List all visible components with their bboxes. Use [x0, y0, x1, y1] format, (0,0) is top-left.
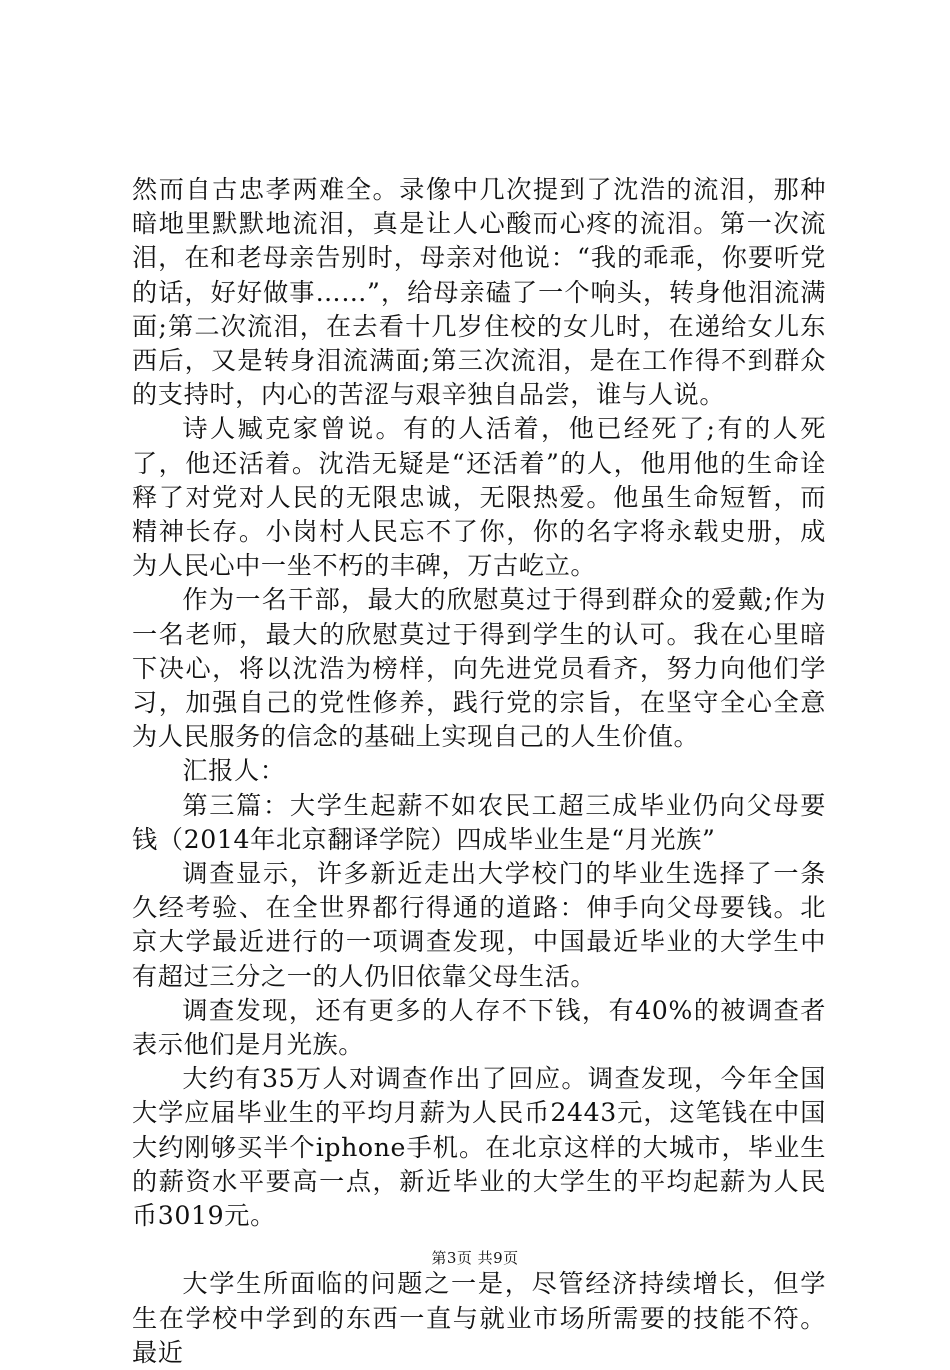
paragraph-tears: 然而自古忠孝两难全。录像中几次提到了沈浩的流泪，那种暗地里默默地流泪，真是让人心酸而心疼的流泪。第一次流泪，在和老母亲告别时，母亲对他说：“我的乖乖，你要听党的话，好好做事……”，给母亲磕了一个响头，转身他泪流满面;第二次流泪，在去看十几岁住校的女儿时，在递给女儿东西后，又是转身泪流满面;第三次流泪，是在工作得不到群众的支持时，内心的苦涩与艰辛独自品尝，谁与人说。 — [132, 175, 826, 410]
paragraph-survey: 调查显示，许多新近走出大学校门的毕业生选择了一条久经考验、在全世界都行得通的道路：伸手向父母要钱。北京大学最近进行的一项调查发现，中国最近毕业的大学生中有超过三分之一的人仍旧依靠父母生活。 — [132, 859, 826, 991]
paragraph-moonlight: 调查发现，还有更多的人存不下钱，有40%的被调查者表示他们是月光族。 — [132, 995, 826, 1060]
paragraph-skills: 大学生所面临的问题之一是，尽管经济持续增长，但学生在学校中学到的东西一直与就业市场所需要的技能不符。最近 — [132, 1269, 826, 1367]
paragraph-poet-quote: 诗人臧克家曾说。有的人活着，他已经死了;有的人死了，他还活着。沈浩无疑是“还活着”的人，他用他的生命诠释了对党对人民的无限忠诚，无限热爱。他虽生命短暂，而精神长存。小岗村人民忘不了你，你的名字将永载史册，成为人民心中一坐不朽的丰碑，万古屹立。 — [132, 414, 826, 581]
document-body — [132, 173, 826, 1370]
section-title: 第三篇：大学生起薪不如农民工超三成毕业仍向父母要钱（2014年北京翻译学院）四成毕业生是“月光族” — [132, 790, 826, 854]
page-number-footer: 第3页 共9页 — [431, 1249, 519, 1267]
paragraph-salary: 大约有35万人对调查作出了回应。调查发现，今年全国大学应届毕业生的平均月薪为人民币2443元，这笔钱在中国大约刚够买半个iphone手机。在北京这样的大城市，毕业生的薪资水平要高一点，新近毕业的大学生的平均起薪为人民币3019元。 — [132, 1064, 826, 1231]
reporter-line: 汇报人： — [182, 756, 286, 786]
paragraph-resolution: 作为一名干部，最大的欣慰莫过于得到群众的爱戴;作为一名老师，最大的欣慰莫过于得到学生的认可。我在心里暗下决心，将以沈浩为榜样，向先进党员看齐，努力向他们学习，加强自己的党性修养，践行党的宗旨，在坚守全心全意为人民服务的信念的基础上实现自己的人生价值。 — [132, 585, 826, 752]
